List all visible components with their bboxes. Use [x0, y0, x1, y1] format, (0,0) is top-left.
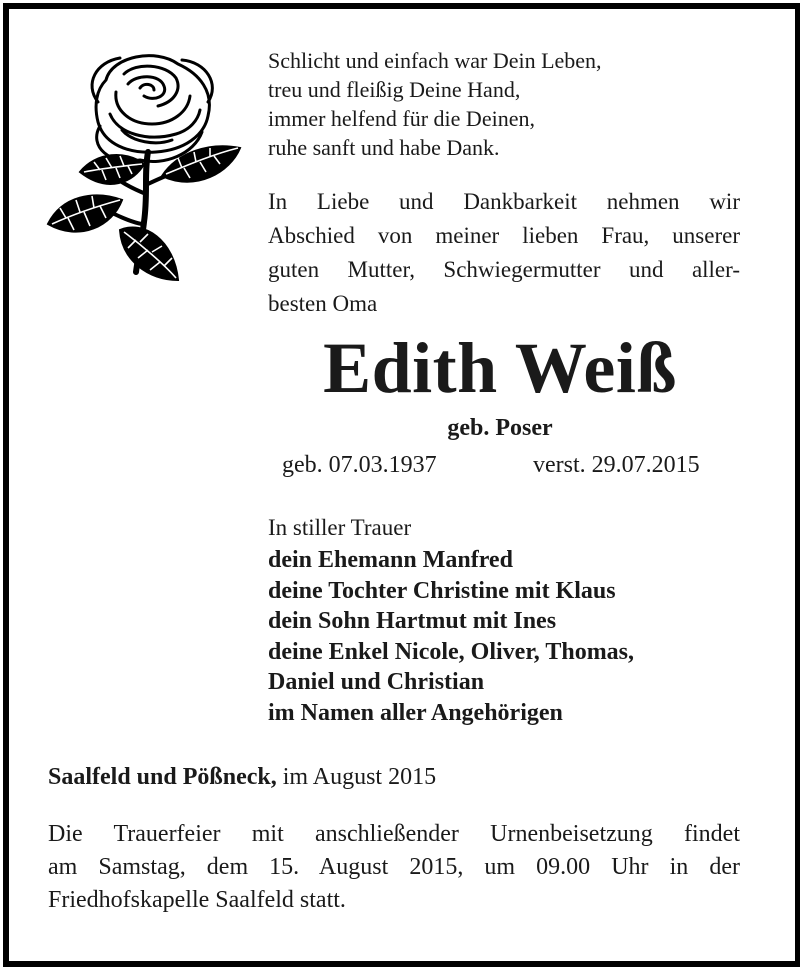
deceased-name: Edith Weiß	[323, 328, 677, 408]
death-date: verst. 29.07.2015	[533, 452, 700, 478]
ceremony-line: am Samstag, dem 15. August 2015, um 09.00 Uhr in der	[48, 854, 740, 880]
place: Saalfeld und Pößneck,	[48, 764, 277, 790]
mourning-intro: In stiller Trauer	[268, 515, 412, 540]
farewell-line: In Liebe und Dankbarkeit nehmen wir	[268, 189, 740, 214]
ceremony-line: Die Trauerfeier mit anschließender Urnenbeisetzung findet	[48, 821, 740, 847]
poem-line: immer helfend für die Deinen,	[268, 106, 535, 131]
poem	[268, 46, 602, 162]
ceremony-line: Friedhofskapelle Saalfeld statt.	[48, 887, 346, 913]
place-date	[48, 762, 436, 792]
rose-icon	[44, 44, 244, 289]
poem-line: ruhe sanft und habe Dank.	[268, 135, 500, 160]
mourner-line: Daniel und Christian	[268, 669, 485, 695]
farewell-line: guten Mutter, Schwiegermutter und aller-	[268, 257, 740, 282]
mourner-line: dein Sohn Hartmut mit Ines	[268, 608, 557, 634]
poem-line: treu und fleißig Deine Hand,	[268, 77, 521, 102]
mourner-line: deine Tochter Christine mit Klaus	[268, 577, 616, 604]
ceremony-notice	[48, 818, 740, 917]
birth-date: geb. 07.03.1937	[282, 452, 437, 478]
farewell-line: Abschied von meiner lieben Frau, unserer	[268, 223, 740, 248]
poem-line: Schlicht und einfach war Dein Leben,	[268, 48, 602, 73]
mourner-line: im Namen aller Angehörigen	[268, 699, 563, 726]
farewell-line: besten Oma	[268, 291, 378, 316]
mourner-line: deine Enkel Nicole, Oliver, Thomas,	[268, 638, 635, 665]
farewell-text	[268, 185, 740, 321]
mourners-list	[268, 545, 634, 728]
maiden-name: geb. Poser	[447, 415, 553, 441]
date: im August 2015	[276, 764, 437, 790]
mourner-line: dein Ehemann Manfred	[268, 547, 513, 573]
